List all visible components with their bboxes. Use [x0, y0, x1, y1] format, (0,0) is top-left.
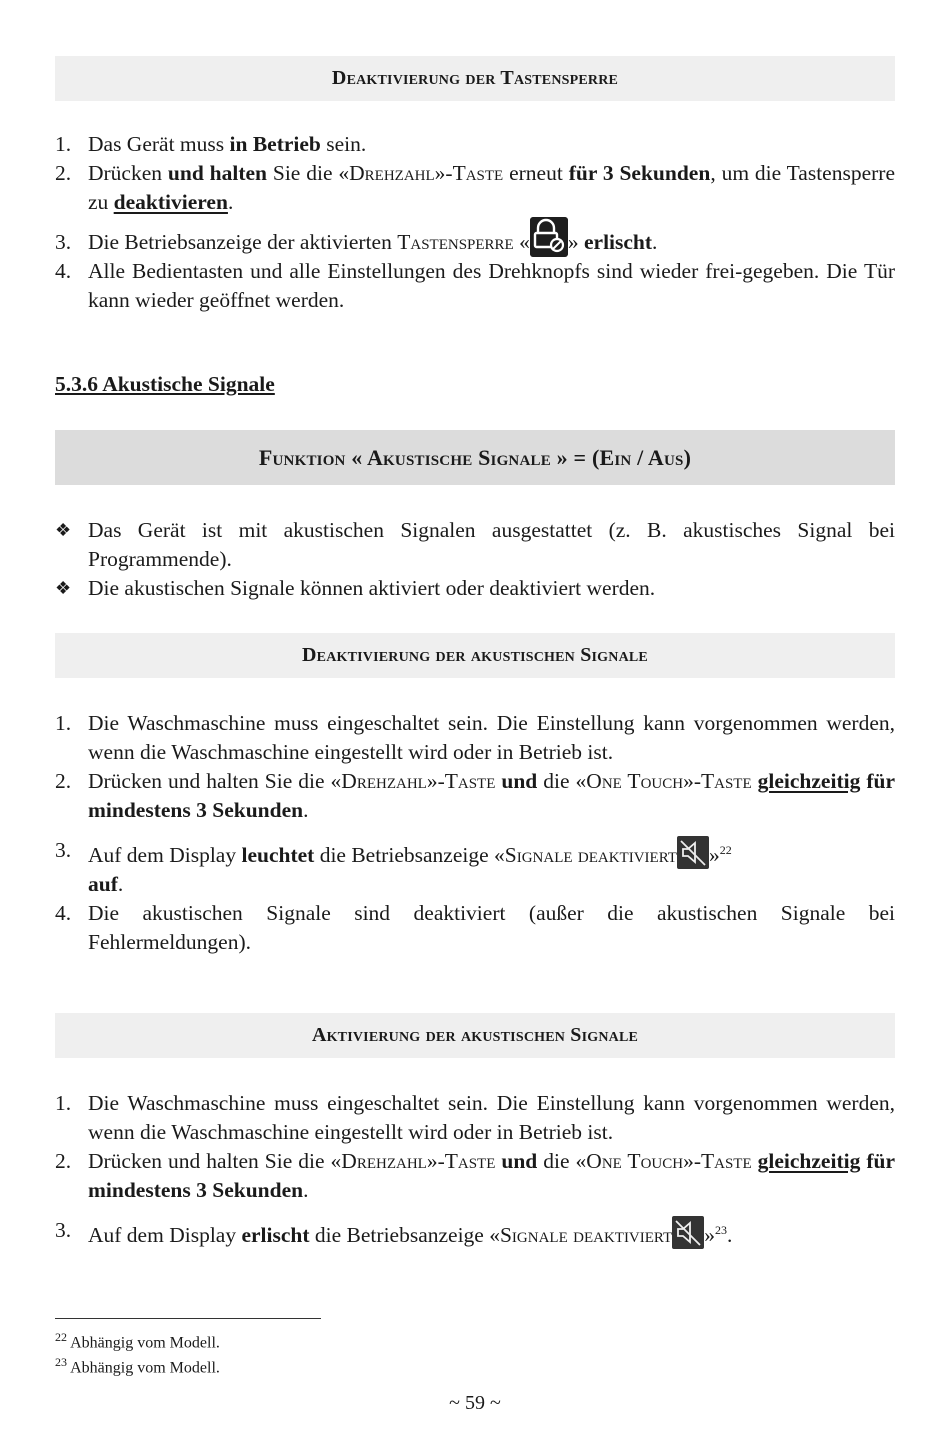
- footnote-23: $^{23}$ Abhängig vom Modell.: [55, 1355, 220, 1377]
- list-item: 2. Drücken und halten Sie die «Drehzahl»-Taste und die «One Touch»-Taste gleichzeitig für mindestens 3 Sekunden.: [55, 1149, 895, 1202]
- diamond-bullet-icon: ❖: [55, 578, 72, 598]
- list-item: 2. Drücken und halten Sie die «Drehzahl»-Taste und die «One Touch»-Taste gleichzeitig für mindestens 3 Sekunden.: [55, 769, 895, 822]
- footnote-divider: [55, 1318, 321, 1319]
- list-item: 1. Die Waschmaschine muss eingeschaltet sein. Die Einstellung kann vorgenommen werden, wenn die Waschmaschine eingestellt wird oder in Betrieb ist.: [55, 711, 895, 764]
- section-title: Deaktivierung der Tastensperre: [331, 67, 619, 89]
- section-heading: 5.3.6 Akustische Signale: [55, 372, 275, 396]
- list-deactivate-signals: [55, 709, 895, 957]
- list-item: 1. Das Gerät muss in Betrieb sein.: [55, 132, 367, 156]
- list-item: 1. Die Waschmaschine muss eingeschaltet sein. Die Einstellung kann vorgenommen werden, wenn die Waschmaschine eingestellt wird oder in Betrieb ist.: [55, 1091, 895, 1144]
- list-item: 2. Drücken und halten Sie die «Drehzahl»-Taste erneut für 3 Sekunden, um die Tastensperre zu deaktivieren.: [55, 161, 895, 214]
- list-item: ❖ Die akustischen Signale können aktiviert oder deaktiviert werden.: [55, 574, 895, 603]
- list-item: 3. Auf dem Display erlischt die Betriebsanzeige «Signale deaktiviert »$^{23}$.: [55, 1216, 895, 1250]
- mute-icon: [677, 836, 709, 869]
- diamond-bullet-icon: ❖: [55, 520, 72, 540]
- list-item: 3. Auf dem Display leuchtet die Betriebsanzeige «Signale deaktiviert »$^{22}$ auf.: [55, 836, 895, 899]
- function-box: Funktion « Akustische Signale » = (Ein / Aus): [55, 430, 895, 485]
- section-box-deactivate-lock: [55, 56, 895, 101]
- page-number: ~ 59 ~: [449, 1392, 501, 1414]
- section-box-deactivate-signals: Deaktivierung der akustischen Signale: [55, 633, 895, 678]
- bullet-list: [55, 516, 895, 603]
- list-item: 3. Die Betriebsanzeige der aktivierten Tastensperre « » erlischt.: [55, 228, 895, 257]
- lock-icon: [530, 217, 568, 257]
- list-item: 4. Die akustischen Signale sind deaktiviert (außer die akustischen Signale bei Fehlermeldungen).: [55, 901, 895, 955]
- mute-icon: [672, 1216, 704, 1249]
- list-item: ❖ Das Gerät ist mit akustischen Signalen ausgestattet (z. B. akustisches Signal bei Programmende).: [55, 518, 895, 571]
- section-box-activate-signals: Aktivierung der akustischen Signale: [55, 1013, 895, 1058]
- list-activate-signals: [55, 1089, 895, 1250]
- footnote-22: $^{22}$ Abhängig vom Modell.: [55, 1330, 220, 1352]
- list-deactivate-lock: [55, 130, 895, 315]
- list-item: 4. Alle Bedientasten und alle Einstellungen des Drehknopfs sind wieder frei-gegeben. Die Tür kann wieder geöffnet werden.: [55, 259, 895, 313]
